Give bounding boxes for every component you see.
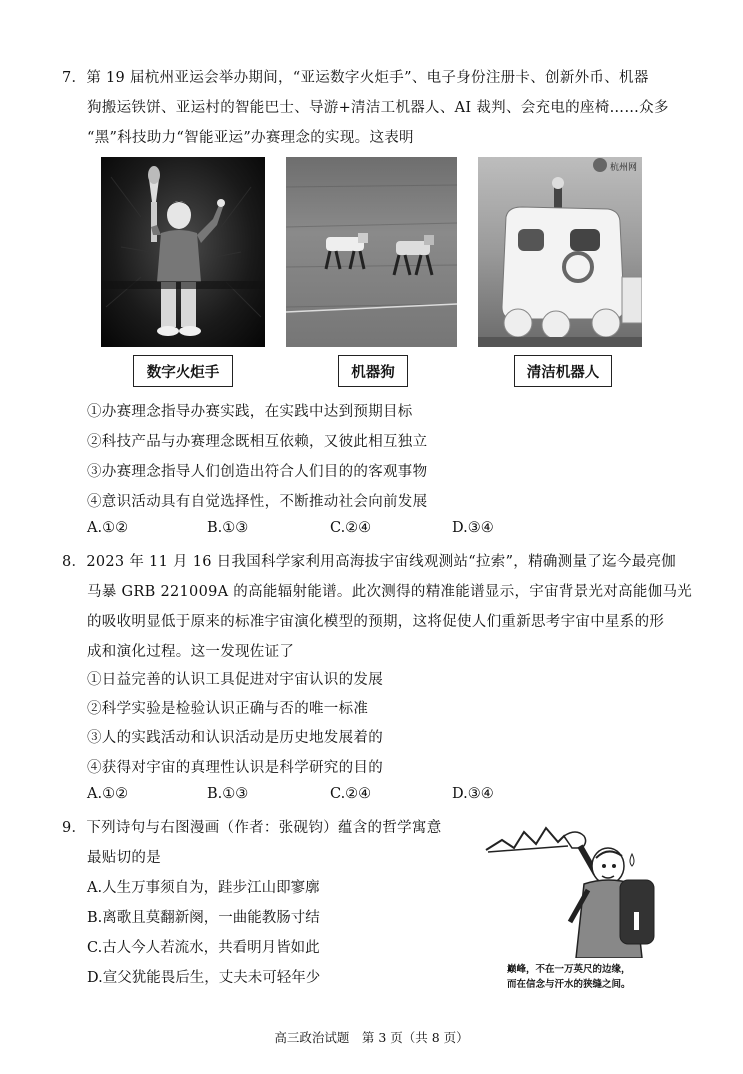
q8-option-b: B.①③ <box>207 786 249 802</box>
q9-option-a: A.人生万事须自为，跬步江山即寥廓 <box>87 880 320 896</box>
q8-statement-1: ①日益完善的认识工具促进对宇宙认识的发展 <box>87 672 383 688</box>
q8-stem-line-1: 8．2023 年 11 月 16 日我国科学家利用高海拔宇宙线观测站“拉索”，精确测量了迄今最亮伽 <box>62 554 677 570</box>
q7-option-d: D.③④ <box>452 520 494 536</box>
q8-option-d: D.③④ <box>452 786 494 802</box>
q8-option-a: A.①② <box>87 786 129 802</box>
cartoon-illustration <box>484 818 664 958</box>
q8-stem-line-3: 的吸收明显低于原来的标准宇宙演化模型的预期，这将促使人们重新思考宇宙中星系的形 <box>87 614 665 630</box>
q7-stem-line-3: “黑”科技助力“智能亚运”办赛理念的实现。这表明 <box>87 130 414 146</box>
cartoon-caption-line-1: 巅峰，不在一万英尺的边缘， <box>507 964 631 975</box>
q9-option-d: D.宣父犹能畏后生，丈夫未可轻年少 <box>87 970 321 986</box>
q8-statement-2: ②科学实验是检验认识正确与否的唯一标准 <box>87 701 369 717</box>
q8-statement-4: ④获得对宇宙的真理性认识是科学研究的目的 <box>87 760 383 776</box>
q8-stem-line-2: 马暴 GRB 221009A 的高能辐射能谱。此次测得的精准能谱显示，宇宙背景光对高能伽马光 <box>87 584 693 600</box>
q7-statement-1: ①办赛理念指导办赛实践，在实践中达到预期目标 <box>87 404 413 420</box>
caption-digital-torchbearer: 数字火炬手 <box>133 355 233 387</box>
caption-cleaning-robot: 清洁机器人 <box>514 355 612 387</box>
q9-option-c: C.古人今人若流水，共看明月皆如此 <box>87 940 320 956</box>
q8-statement-3: ③人的实践活动和认识活动是历史地发展着的 <box>87 730 383 746</box>
watermark-text: 杭州网 <box>610 163 638 173</box>
q7-statement-4: ④意识活动具有自觉选择性，不断推动社会向前发展 <box>87 494 428 510</box>
q9-option-b: B.离歌且莫翻新阕，一曲能教肠寸结 <box>87 910 320 926</box>
q8-option-c: C.②④ <box>330 786 372 802</box>
q7-statement-2: ②科技产品与办赛理念既相互依赖，又彼此相互独立 <box>87 434 428 450</box>
q9-stem-line-1: 9．下列诗句与右图漫画（作者：张砚钧）蕴含的哲学寓意 <box>62 820 442 836</box>
q7-stem-line-2: 狗搬运铁饼、亚运村的智能巴士、导游+清洁工机器人、AI 裁判、会充电的座椅……众多 <box>87 100 669 116</box>
caption-robot-dog: 机器狗 <box>338 355 408 387</box>
q7-statement-3: ③办赛理念指导人们创造出符合人们目的的客观事物 <box>87 464 428 480</box>
digital-torchbearer-photo <box>101 157 265 347</box>
q9-stem-line-2: 最贴切的是 <box>87 850 161 866</box>
robot-dog-photo <box>286 157 457 347</box>
q7-option-a: A.①② <box>87 520 129 536</box>
q7-option-c: C.②④ <box>330 520 372 536</box>
cartoon-caption-line-2: 而在信念与汗水的狭缝之间。 <box>507 979 631 990</box>
cleaning-robot-photo <box>478 157 642 347</box>
q7-option-b: B.①③ <box>207 520 249 536</box>
page-footer: 高三政治试题 第 3 页（共 8 页） <box>274 1030 469 1045</box>
q7-stem-line-1: 7．第 19 届杭州亚运会举办期间，“亚运数字火炬手”、电子身份注册卡、创新外币、机器 <box>62 70 649 86</box>
q8-stem-line-4: 成和演化过程。这一发现佐证了 <box>87 644 295 660</box>
